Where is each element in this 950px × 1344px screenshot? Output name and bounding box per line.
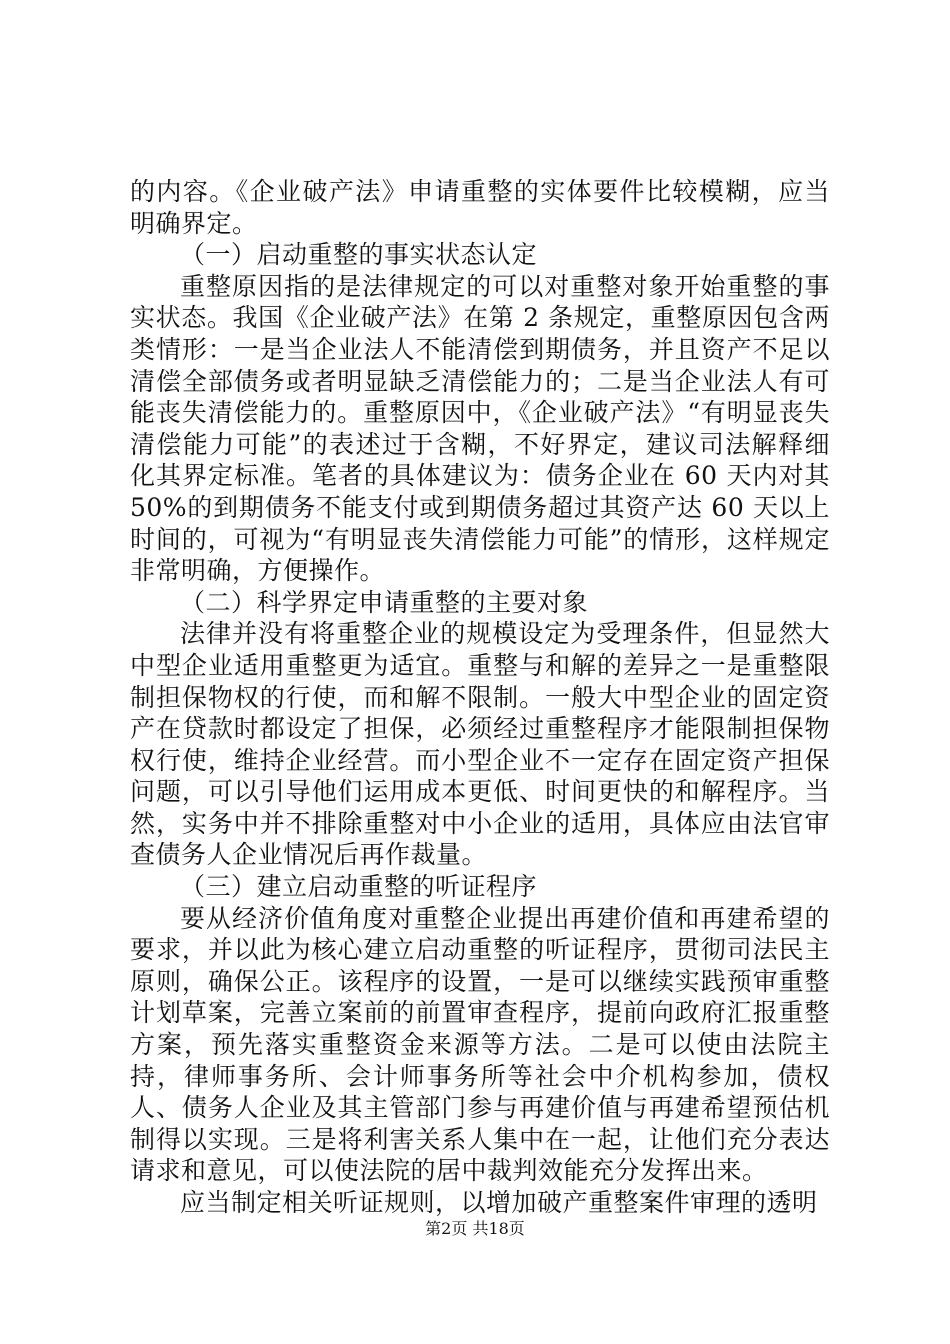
paragraph-continuation: 的内容。《企业破产法》申请重整的实体要件比较模糊，应当明确界定。: [130, 177, 830, 238]
page-footer: 第2页 共18页: [425, 1219, 525, 1238]
paragraph-body: 应当制定相关听证规则，以增加破产重整案件审理的透明: [180, 1188, 818, 1217]
section-heading-3: （三）建立启动重整的听证程序: [180, 872, 538, 902]
document-body: [130, 176, 830, 1219]
paragraph-body: 要从经济价值角度对重整企业提出再建价值和再建希望的要求，并以此为核心建立启动重整的听证程序，贯彻司法民主原则，确保公正。该程序的设置，一是可以继续实践预审重整计划草案，完善立案前的前置审查程序，提前向政府汇报重整方案，预先落实重整资金来源等方法。二是可以使由法院主持，律师事务所、会计师事务所等社会中介机构参加，债权人、债务人企业及其主管部门参与再建价值与再建希望预估机制得以实现。三是将利害关系人集中在一起，让他们充分表达请求和意见，可以使法院的居中裁判效能充分发挥出来。: [130, 903, 830, 1186]
paragraph-body: 重整原因指的是法律规定的可以对重整对象开始重整的事实状态。我国《企业破产法》在第 2 条规定，重整原因包含两类情形：一是当企业法人不能清偿到期债务，并且资产不足以清偿全部债务或者明显缺乏清偿能力的；二是当企业法人有可能丧失清偿能力的。重整原因中，《企业破产法》“有明显丧失清偿能力可能”的表述过于含糊，不好界定，建议司法解释细化其界定标准。笔者的具体建议为：债务企业在 60 天内对其 50%的到期债务不能支付或到期债务超过其资产达 60 天以上时间的，可视为“有明显丧失清偿能力可能”的情形，这样规定非常明确，方便操作。: [130, 271, 830, 586]
section-heading-2: （二）科学界定申请重整的主要对象: [180, 587, 589, 617]
section-heading-1: （一）启动重整的事实状态认定: [180, 240, 538, 270]
paragraph-body: 法律并没有将重整企业的规模设定为受理条件，但显然大中型企业适用重整更为适宜。重整与和解的差异之一是重整限制担保物权的行使，而和解不限制。一般大中型企业的固定资产在贷款时都设定了担保，必须经过重整程序才能限制担保物权行使，维持企业经营。而小型企业不一定存在固定资产担保问题，可以引导他们运用成本更低、时间更快的和解程序。当然，实务中并不排除重整对中小企业的适用，具体应由法官审查债务人企业情况后再作裁量。: [130, 619, 830, 870]
